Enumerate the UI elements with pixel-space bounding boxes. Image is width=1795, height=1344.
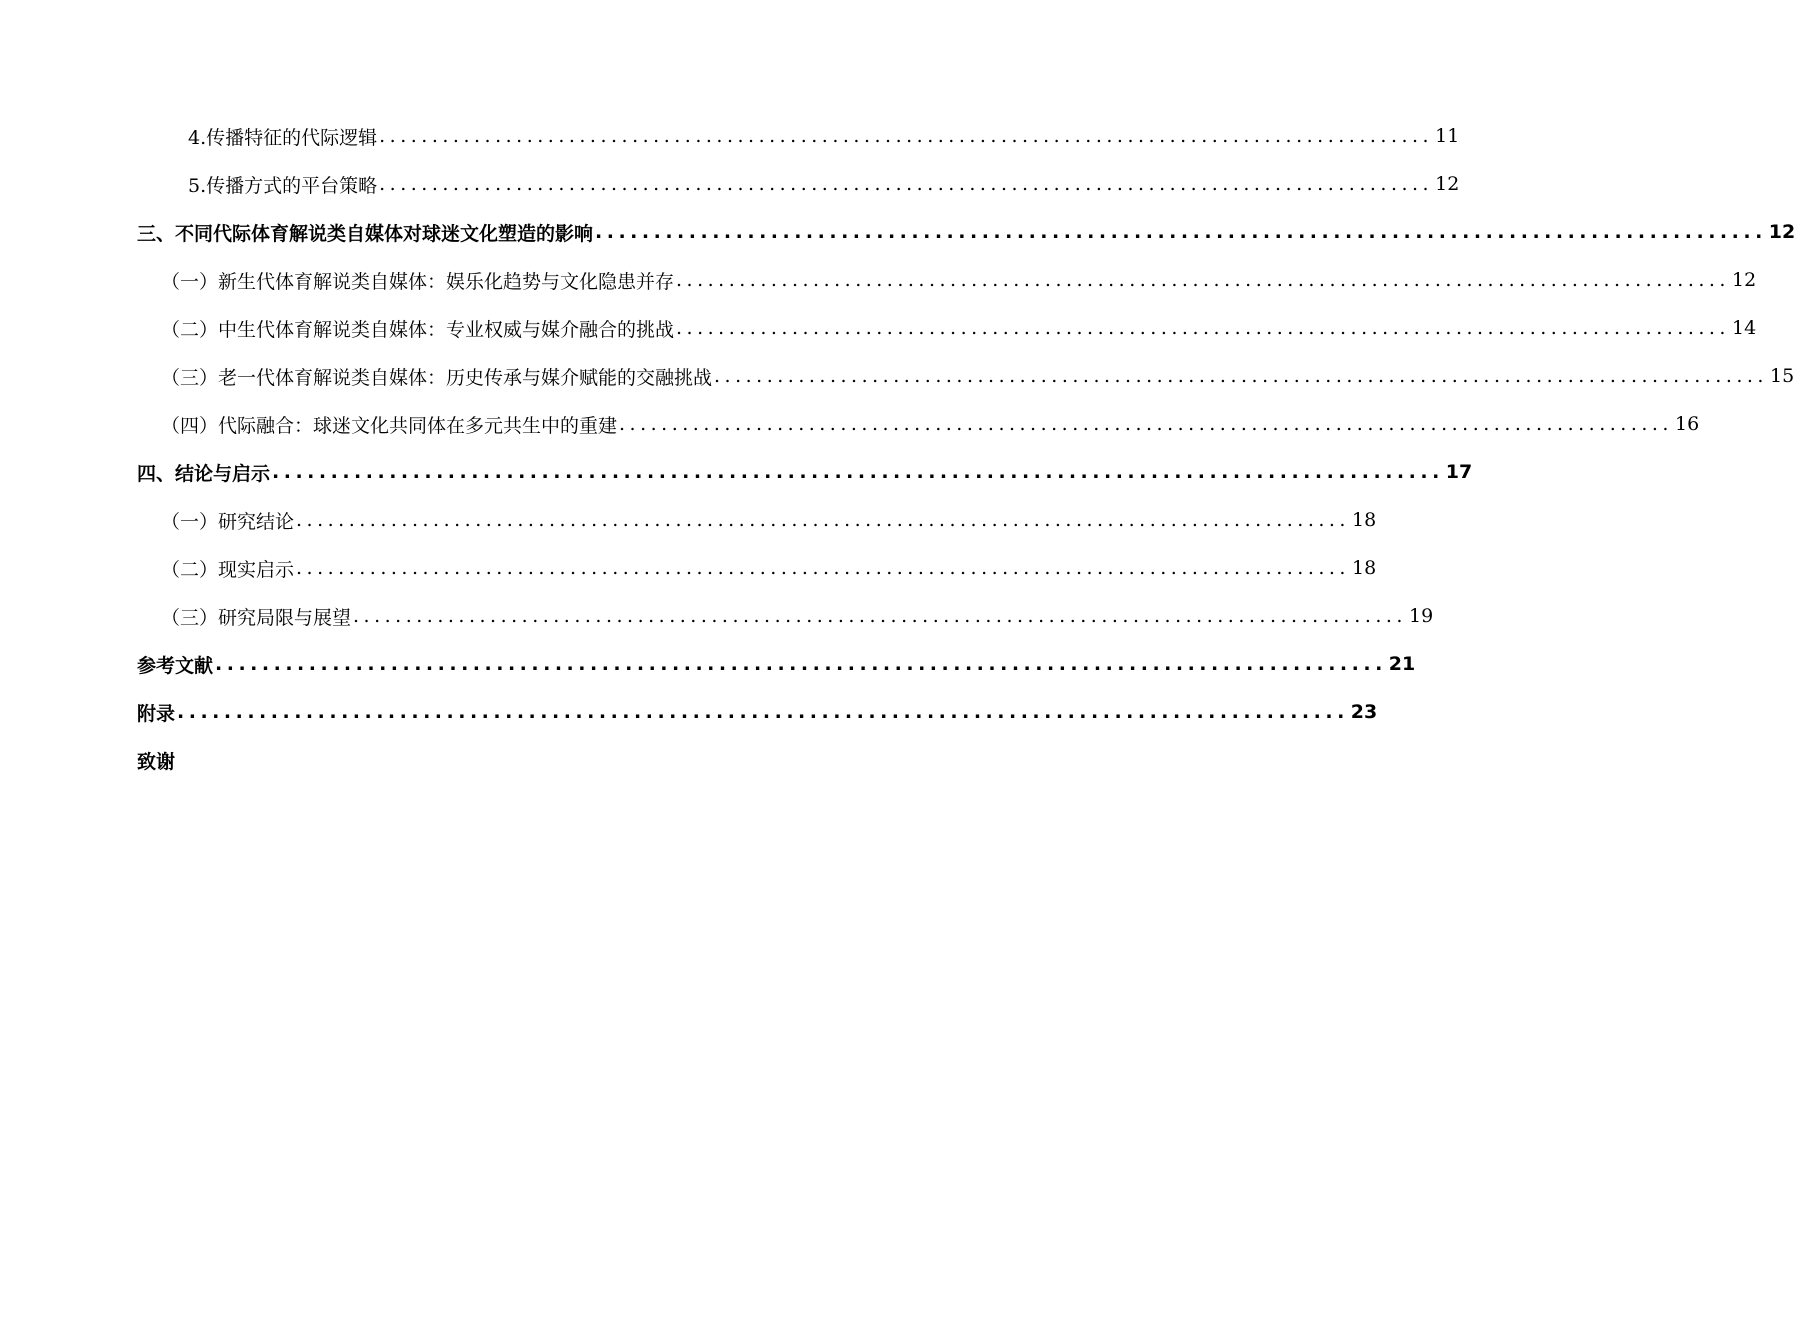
toc-entry-title: （四）代际融合：球迷文化共同体在多元共生中的重建: [161, 414, 618, 437]
toc-entry-title: （二）中生代体育解说类自媒体：专业权威与媒介融合的挑战: [161, 318, 675, 341]
toc-entry-title: 附录: [137, 702, 176, 725]
toc-entry-chapter[interactable]: [0, 640, 1416, 688]
toc-dot-leader: ....................................................................................................: [676, 316, 1730, 339]
toc-entry[interactable]: [0, 160, 1460, 208]
toc-entry-page: 12: [1768, 221, 1795, 243]
toc-entry[interactable]: [0, 256, 1757, 304]
toc-entry-page: 15: [1769, 365, 1795, 387]
toc-entry[interactable]: [0, 352, 1795, 400]
toc-entry-title: 5.传播方式的平台策略: [188, 174, 378, 197]
toc-entry-chapter[interactable]: [0, 208, 1795, 256]
toc-entry[interactable]: [0, 496, 1377, 544]
toc-entry-chapter[interactable]: [0, 448, 1473, 496]
toc-entry-title: 四、结论与启示: [137, 462, 271, 485]
toc-entry-title: 参考文献: [137, 654, 214, 677]
toc-dot-leader: ....................................................................................................: [272, 460, 1444, 483]
toc-entry-title: 三、不同代际体育解说类自媒体对球迷文化塑造的影响: [137, 222, 594, 245]
toc-entry-page: 12: [1731, 269, 1757, 291]
toc-entry-title: 致谢: [137, 750, 176, 773]
toc-entry[interactable]: [0, 400, 1700, 448]
toc-entry-chapter[interactable]: [0, 736, 950, 784]
toc-dot-leader: ....................................................................................................: [296, 508, 1350, 531]
toc-entry[interactable]: [0, 112, 1460, 160]
toc-dot-leader: ....................................................................................................: [215, 652, 1387, 675]
toc-entry-page: 18: [1351, 557, 1377, 579]
toc-dot-leader: ....................................................................................................: [676, 268, 1730, 291]
toc-entry-title: （三）老一代体育解说类自媒体：历史传承与媒介赋能的交融挑战: [161, 366, 713, 389]
toc-entry-title: （三）研究局限与展望: [161, 606, 352, 629]
toc-entry[interactable]: [0, 304, 1757, 352]
toc-dot-leader: ....................................................................................................: [595, 220, 1767, 243]
toc-entry-page: 16: [1674, 413, 1700, 435]
toc-entry-title: 4.传播特征的代际逻辑: [188, 126, 378, 149]
table-of-contents: [0, 112, 1795, 784]
toc-entry-page: 18: [1351, 509, 1377, 531]
toc-dot-leader: ....................................................................................................: [619, 412, 1673, 435]
toc-dot-leader: ....................................................................................................: [379, 172, 1434, 195]
toc-entry-title: （一）新生代体育解说类自媒体：娱乐化趋势与文化隐患并存: [161, 270, 675, 293]
toc-entry[interactable]: [0, 592, 1434, 640]
toc-dot-leader: ....................................................................................................: [177, 700, 1349, 723]
toc-entry[interactable]: [0, 544, 1377, 592]
toc-entry-title: （二）现实启示: [161, 558, 295, 581]
toc-dot-leader: ....................................................................................................: [296, 556, 1350, 579]
toc-entry-title: （一）研究结论: [161, 510, 295, 533]
toc-entry-page: 12: [1435, 173, 1460, 195]
toc-entry-page: 21: [1388, 653, 1416, 675]
toc-entry-page: 23: [1350, 701, 1378, 723]
toc-entry-page: 19: [1408, 605, 1434, 627]
toc-dot-leader: ....................................................................................................: [379, 124, 1434, 147]
toc-dot-leader: ....................................................................................................: [353, 604, 1407, 627]
toc-dot-leader: ....................................................................................................: [714, 364, 1768, 387]
toc-entry-chapter[interactable]: [0, 688, 1378, 736]
toc-entry-page: 17: [1445, 461, 1473, 483]
toc-entry-page: 14: [1731, 317, 1757, 339]
toc-entry-page: 11: [1435, 125, 1460, 147]
